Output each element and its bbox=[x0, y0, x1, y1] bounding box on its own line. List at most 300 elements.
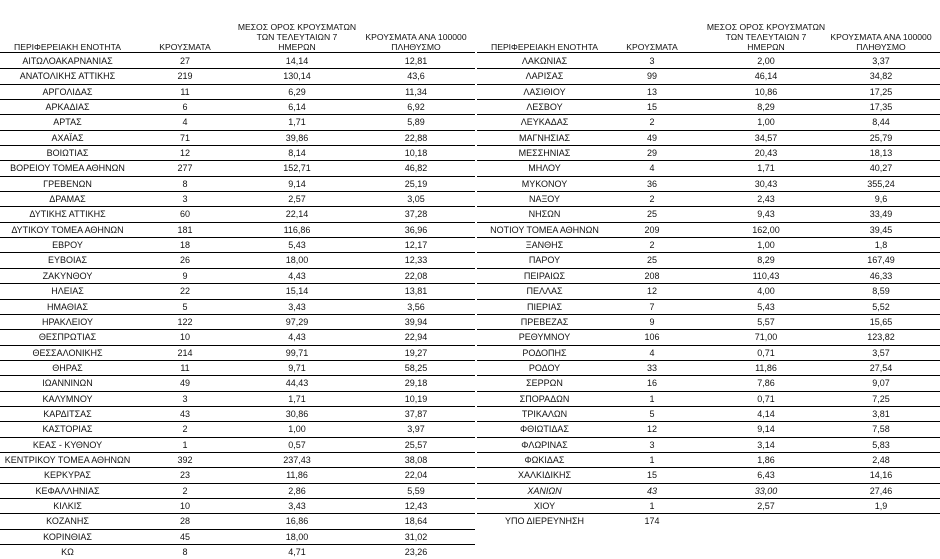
per100k-cell: 39,45 bbox=[869, 224, 893, 235]
per100k-cell: 17,35 bbox=[869, 102, 893, 113]
table-row bbox=[0, 391, 475, 406]
region-cell: ΖΑΚΥΝΘΟΥ bbox=[42, 270, 93, 281]
table-row bbox=[0, 237, 475, 252]
region-cell: ΜΥΚΟΝΟΥ bbox=[521, 178, 568, 189]
cases-cell: 9 bbox=[649, 316, 655, 327]
avg-cell: 2,57 bbox=[288, 194, 306, 205]
region-cell: ΡΟΔΟΥ bbox=[528, 362, 561, 373]
table-row bbox=[477, 375, 940, 390]
per100k-cell: 5,89 bbox=[407, 117, 425, 128]
table-row bbox=[0, 84, 475, 99]
region-cell: ΚΙΛΚΙΣ bbox=[53, 500, 82, 511]
header-cases: ΚΡΟΥΣΜΑΤΑ bbox=[159, 42, 211, 52]
region-cell: ΘΕΣΠΡΩΤΙΑΣ bbox=[38, 332, 97, 343]
cases-cell: 214 bbox=[177, 347, 193, 358]
region-cell: ΝΟΤΙΟΥ ΤΟΜΕΑ ΑΘΗΝΩΝ bbox=[490, 224, 599, 235]
avg-cell: 3,14 bbox=[757, 439, 775, 450]
per100k-cell: 123,82 bbox=[867, 332, 895, 343]
cases-cell: 219 bbox=[177, 71, 193, 82]
avg-cell: 110,43 bbox=[752, 270, 780, 281]
cases-cell: 33 bbox=[646, 362, 657, 373]
cases-cell: 8 bbox=[182, 547, 188, 557]
table-row bbox=[0, 160, 475, 175]
cases-cell: 3 bbox=[649, 56, 655, 66]
region-cell: ΦΘΙΩΤΙΔΑΣ bbox=[520, 424, 569, 435]
table-row bbox=[0, 176, 475, 191]
region-cell: ΛΕΥΚΑΔΑΣ bbox=[520, 117, 569, 128]
cases-cell: 5 bbox=[182, 301, 188, 312]
table-row bbox=[477, 84, 940, 99]
table-row bbox=[477, 176, 940, 191]
region-cell: ΕΒΡΟΥ bbox=[52, 240, 83, 251]
avg-cell: 0,71 bbox=[757, 347, 775, 358]
avg-cell: 39,86 bbox=[285, 132, 309, 143]
per100k-cell: 15,65 bbox=[869, 316, 893, 327]
region-cell: ΧΙΟΥ bbox=[533, 500, 556, 511]
region-cell: ΛΑΣΙΘΙΟΥ bbox=[523, 86, 566, 97]
per100k-cell: 12,81 bbox=[404, 56, 428, 66]
table-row bbox=[477, 99, 940, 114]
avg-cell: 14,14 bbox=[285, 56, 309, 66]
avg-cell: 15,14 bbox=[285, 286, 309, 297]
cases-cell: 7 bbox=[649, 301, 655, 312]
cases-cell: 5 bbox=[649, 408, 655, 419]
region-cell: ΠΙΕΡΙΑΣ bbox=[526, 301, 563, 312]
per100k-cell: 5,59 bbox=[407, 485, 425, 496]
table-row bbox=[477, 130, 940, 145]
avg-cell: 1,86 bbox=[757, 454, 775, 465]
table-row bbox=[0, 114, 475, 129]
per100k-cell: 167,49 bbox=[867, 255, 895, 266]
table-row bbox=[0, 222, 475, 237]
per100k-cell: 43,6 bbox=[407, 71, 425, 82]
region-cell: ΥΠΟ ΔΙΕΡΕΥΝΗΣΗ bbox=[504, 516, 585, 527]
avg-cell: 3,43 bbox=[288, 500, 306, 511]
cases-cell: 122 bbox=[177, 316, 193, 327]
avg-cell: 4,43 bbox=[288, 332, 306, 343]
avg-cell: 1,71 bbox=[757, 163, 775, 174]
cases-cell: 22 bbox=[179, 286, 190, 297]
region-cell: ΛΕΣΒΟΥ bbox=[526, 102, 563, 113]
avg-cell: 0,57 bbox=[288, 439, 306, 450]
per100k-cell: 5,52 bbox=[872, 301, 890, 312]
cases-cell: 4 bbox=[649, 163, 655, 174]
per100k-cell: 3,57 bbox=[872, 347, 890, 358]
per100k-cell: 1,9 bbox=[874, 500, 888, 511]
region-cell: ΒΟΙΩΤΙΑΣ bbox=[46, 148, 89, 159]
region-cell: ΒΟΡΕΙΟΥ ΤΟΜΕΑ ΑΘΗΝΩΝ bbox=[10, 163, 125, 174]
region-cell: ΑΝΑΤΟΛΙΚΗΣ ΑΤΤΙΚΗΣ bbox=[19, 71, 116, 82]
per100k-cell: 3,97 bbox=[407, 424, 425, 435]
per100k-cell: 12,17 bbox=[404, 240, 428, 251]
per100k-cell: 46,33 bbox=[869, 270, 893, 281]
table-row bbox=[477, 68, 940, 83]
avg-cell: 3,43 bbox=[288, 301, 306, 312]
cases-cell: 12 bbox=[646, 424, 657, 435]
cases-cell: 1 bbox=[649, 393, 655, 404]
cases-cell: 9 bbox=[182, 270, 188, 281]
avg-cell: 4,71 bbox=[288, 547, 306, 557]
cases-cell: 15 bbox=[646, 470, 657, 481]
cases-cell: 2 bbox=[649, 240, 655, 251]
avg-cell: 22,14 bbox=[285, 209, 309, 220]
table-row bbox=[477, 237, 940, 252]
cases-cell: 3 bbox=[182, 194, 188, 205]
table-row bbox=[477, 145, 940, 160]
table-row bbox=[0, 99, 475, 114]
cases-cell: 13 bbox=[646, 86, 657, 97]
region-cell: ΛΑΡΙΣΑΣ bbox=[525, 71, 564, 82]
cases-cell: 174 bbox=[644, 516, 660, 527]
avg-cell: 46,14 bbox=[754, 71, 778, 82]
region-cell: ΡΕΘΥΜΝΟΥ bbox=[518, 332, 571, 343]
per100k-cell: 46,82 bbox=[404, 163, 428, 174]
region-cell: ΝΗΣΩΝ bbox=[528, 209, 561, 220]
avg-cell: 34,57 bbox=[754, 132, 778, 143]
region-cell: ΑΡΤΑΣ bbox=[53, 117, 82, 128]
table-row bbox=[477, 222, 940, 237]
table-row bbox=[0, 54, 475, 68]
per100k-cell: 1,8 bbox=[874, 240, 888, 251]
header-per100k: ΚΡΟΥΣΜΑΤΑ ΑΝΑ 100000 ΠΛΗΘΥΣΜΟ bbox=[830, 32, 932, 52]
table-row bbox=[0, 299, 475, 314]
avg-cell: 9,14 bbox=[288, 178, 306, 189]
per100k-cell: 14,16 bbox=[869, 470, 893, 481]
cases-cell: 12 bbox=[646, 286, 657, 297]
avg-cell: 44,43 bbox=[285, 378, 309, 389]
table-row bbox=[477, 498, 940, 513]
cases-cell: 11 bbox=[180, 362, 190, 373]
region-cell: ΞΑΝΘΗΣ bbox=[525, 240, 564, 251]
header-rule bbox=[477, 52, 940, 53]
cases-cell: 15 bbox=[646, 102, 657, 113]
header-cases: ΚΡΟΥΣΜΑΤΑ bbox=[626, 42, 678, 52]
header-rule bbox=[0, 52, 475, 53]
region-cell: ΣΕΡΡΩΝ bbox=[526, 378, 563, 389]
avg-cell: 1,00 bbox=[288, 424, 306, 435]
avg-cell: 4,00 bbox=[757, 286, 775, 297]
avg-cell: 18,00 bbox=[285, 255, 309, 266]
table-row bbox=[477, 513, 940, 528]
per100k-cell: 6,92 bbox=[407, 102, 425, 113]
cases-cell: 26 bbox=[179, 255, 190, 266]
avg-cell: 9,43 bbox=[757, 209, 775, 220]
header-region: ΠΕΡΙΦΕΡΕΙΑΚΗ ΕΝΟΤΗΤΑ bbox=[491, 42, 598, 52]
per100k-cell: 9,6 bbox=[874, 194, 888, 205]
region-cell: ΚΟΡΙΝΘΙΑΣ bbox=[43, 531, 92, 542]
cases-cell: 43 bbox=[646, 485, 657, 496]
region-cell: ΘΗΡΑΣ bbox=[52, 362, 83, 373]
avg-cell: 8,14 bbox=[288, 148, 306, 159]
region-cell: ΗΜΑΘΙΑΣ bbox=[47, 301, 88, 312]
avg-cell: 8,29 bbox=[757, 102, 775, 113]
per100k-cell: 17,25 bbox=[869, 86, 893, 97]
region-cell: ΗΛΕΙΑΣ bbox=[51, 286, 84, 297]
avg-cell: 5,43 bbox=[288, 240, 306, 251]
per100k-cell: 3,81 bbox=[872, 408, 890, 419]
region-cell: ΑΙΤΩΛΟΑΚΑΡΝΑΝΙΑΣ bbox=[22, 56, 113, 66]
per100k-cell: 29,18 bbox=[404, 378, 428, 389]
table-row bbox=[0, 206, 475, 221]
cases-cell: 8 bbox=[182, 178, 188, 189]
table-row bbox=[477, 54, 940, 68]
region-cell: ΕΥΒΟΙΑΣ bbox=[47, 255, 88, 266]
avg-cell: 5,57 bbox=[757, 316, 775, 327]
avg-cell: 9,14 bbox=[757, 424, 775, 435]
region-cell: ΓΡΕΒΕΝΩΝ bbox=[43, 178, 92, 189]
cases-cell: 11 bbox=[180, 86, 190, 97]
table-row bbox=[477, 467, 940, 482]
cases-cell: 1 bbox=[649, 454, 655, 465]
table-row bbox=[0, 252, 475, 267]
table-row bbox=[477, 360, 940, 375]
avg-cell: 20,43 bbox=[754, 148, 778, 159]
avg-cell: 11,86 bbox=[286, 470, 308, 481]
cases-cell: 36 bbox=[646, 178, 657, 189]
per100k-cell: 22,88 bbox=[404, 132, 428, 143]
per100k-cell: 38,08 bbox=[404, 454, 428, 465]
table-row bbox=[477, 191, 940, 206]
region-cell: ΝΑΞΟΥ bbox=[528, 194, 561, 205]
left-rows bbox=[0, 54, 475, 559]
per100k-cell: 9,07 bbox=[872, 378, 890, 389]
region-cell: ΜΕΣΣΗΝΙΑΣ bbox=[518, 148, 571, 159]
right-rows bbox=[477, 54, 940, 529]
per100k-cell: 11,34 bbox=[405, 86, 427, 97]
region-cell: ΔΡΑΜΑΣ bbox=[49, 194, 86, 205]
table-row bbox=[0, 437, 475, 452]
avg-cell: 71,00 bbox=[754, 332, 778, 343]
avg-cell: 130,14 bbox=[283, 71, 311, 82]
region-cell: ΚΕΦΑΛΛΗΝΙΑΣ bbox=[35, 485, 100, 496]
region-cell: ΘΕΣΣΑΛΟΝΙΚΗΣ bbox=[32, 347, 103, 358]
cases-cell: 99 bbox=[646, 71, 657, 82]
region-cell: ΜΗΛΟΥ bbox=[528, 163, 561, 174]
cases-cell: 10 bbox=[179, 500, 190, 511]
table-row bbox=[0, 345, 475, 360]
avg-cell: 4,14 bbox=[757, 408, 775, 419]
per100k-cell: 33,49 bbox=[869, 209, 893, 220]
per100k-cell: 39,94 bbox=[404, 316, 428, 327]
cases-cell: 2 bbox=[649, 194, 655, 205]
per100k-cell: 40,27 bbox=[869, 163, 893, 174]
avg-cell: 6,29 bbox=[288, 86, 306, 97]
table-row bbox=[0, 145, 475, 160]
table-row bbox=[0, 329, 475, 344]
table-row bbox=[477, 421, 940, 436]
avg-cell: 6,14 bbox=[288, 102, 306, 113]
cases-cell: 23 bbox=[179, 470, 190, 481]
cases-cell: 392 bbox=[177, 454, 193, 465]
avg-cell: 99,71 bbox=[285, 347, 309, 358]
cases-cell: 4 bbox=[649, 347, 655, 358]
avg-cell: 10,86 bbox=[754, 86, 778, 97]
table-row bbox=[477, 437, 940, 452]
avg-cell: 18,00 bbox=[285, 531, 309, 542]
region-cell: ΔΥΤΙΚΟΥ ΤΟΜΕΑ ΑΘΗΝΩΝ bbox=[11, 224, 124, 235]
table-row bbox=[0, 360, 475, 375]
per100k-cell: 8,44 bbox=[872, 117, 890, 128]
per100k-cell: 22,04 bbox=[404, 470, 428, 481]
region-cell: ΤΡΙΚΑΛΩΝ bbox=[521, 408, 568, 419]
cases-cell: 1 bbox=[649, 500, 655, 511]
per100k-cell: 355,24 bbox=[867, 178, 895, 189]
region-cell: ΔΥΤΙΚΗΣ ΑΤΤΙΚΗΣ bbox=[29, 209, 106, 220]
region-cell: ΑΧΑΪΑΣ bbox=[51, 132, 84, 143]
table-row bbox=[0, 130, 475, 145]
avg-cell: 116,86 bbox=[283, 224, 311, 235]
avg-cell: 5,43 bbox=[757, 301, 775, 312]
avg-cell: 1,00 bbox=[757, 117, 775, 128]
table-row bbox=[477, 483, 940, 498]
header-region: ΠΕΡΙΦΕΡΕΙΑΚΗ ΕΝΟΤΗΤΑ bbox=[14, 42, 121, 52]
avg-cell: 30,86 bbox=[285, 408, 309, 419]
cases-cell: 181 bbox=[177, 224, 193, 235]
avg-cell: 2,57 bbox=[757, 500, 775, 511]
per100k-cell: 22,94 bbox=[404, 332, 428, 343]
per100k-cell: 12,33 bbox=[404, 255, 428, 266]
region-cell: ΠΕΙΡΑΙΩΣ bbox=[523, 270, 566, 281]
table-row bbox=[477, 268, 940, 283]
region-cell: ΜΑΓΝΗΣΙΑΣ bbox=[518, 132, 571, 143]
header-per100k: ΚΡΟΥΣΜΑΤΑ ΑΝΑ 100000 ΠΛΗΘΥΣΜΟ bbox=[365, 32, 467, 52]
per100k-cell: 8,59 bbox=[872, 286, 890, 297]
cases-cell: 2 bbox=[649, 117, 655, 128]
region-cell: ΧΑΛΚΙΔΙΚΗΣ bbox=[517, 470, 572, 481]
cases-cell: 208 bbox=[644, 270, 660, 281]
cases-cell: 71 bbox=[179, 132, 190, 143]
table-row bbox=[477, 206, 940, 221]
cases-cell: 45 bbox=[179, 531, 190, 542]
table-row bbox=[0, 268, 475, 283]
cases-cell: 25 bbox=[646, 255, 657, 266]
per100k-cell: 25,79 bbox=[869, 132, 893, 143]
cases-cell: 43 bbox=[179, 408, 190, 419]
cases-cell: 29 bbox=[646, 148, 657, 159]
table-row bbox=[0, 513, 475, 528]
header-avg: ΜΕΣΟΣ ΟΡΟΣ ΚΡΟΥΣΜΑΤΩΝ ΤΩΝ ΤΕΛΕΥΤΑΙΩΝ 7 ΗΜΕΡΩΝ bbox=[706, 22, 826, 52]
cases-cell: 1 bbox=[182, 439, 188, 450]
region-cell: ΑΡΓΟΛΙΔΑΣ bbox=[42, 86, 93, 97]
per100k-cell: 36,96 bbox=[404, 224, 428, 235]
per100k-cell: 10,18 bbox=[404, 148, 428, 159]
avg-cell: 7,86 bbox=[757, 378, 775, 389]
avg-cell: 6,43 bbox=[757, 470, 775, 481]
per100k-cell: 22,08 bbox=[404, 270, 428, 281]
per100k-cell: 27,54 bbox=[869, 362, 893, 373]
per100k-cell: 27,46 bbox=[869, 485, 893, 496]
table-row bbox=[0, 544, 475, 559]
avg-cell: 8,29 bbox=[757, 255, 775, 266]
cases-cell: 10 bbox=[179, 332, 190, 343]
cases-cell: 25 bbox=[646, 209, 657, 220]
table-row bbox=[477, 114, 940, 129]
cases-cell: 209 bbox=[644, 224, 660, 235]
per100k-cell: 34,82 bbox=[869, 71, 893, 82]
avg-cell: 237,43 bbox=[283, 454, 311, 465]
per100k-cell: 37,28 bbox=[404, 209, 428, 220]
table-row bbox=[0, 452, 475, 467]
per100k-cell: 2,48 bbox=[872, 454, 890, 465]
table-row bbox=[0, 375, 475, 390]
per100k-cell: 13,81 bbox=[404, 286, 428, 297]
table-row bbox=[477, 391, 940, 406]
avg-cell: 11,86 bbox=[755, 362, 777, 373]
per100k-cell: 3,05 bbox=[407, 194, 425, 205]
table-row bbox=[477, 329, 940, 344]
per100k-cell: 12,43 bbox=[404, 500, 428, 511]
avg-cell: 2,86 bbox=[288, 485, 306, 496]
region-cell: ΦΩΚΙΔΑΣ bbox=[524, 454, 565, 465]
per100k-cell: 7,25 bbox=[872, 393, 890, 404]
cases-cell: 2 bbox=[182, 485, 188, 496]
table-row bbox=[477, 452, 940, 467]
table-row bbox=[477, 345, 940, 360]
per100k-cell: 25,19 bbox=[404, 178, 428, 189]
avg-cell: 152,71 bbox=[283, 163, 311, 174]
cases-cell: 106 bbox=[644, 332, 660, 343]
region-cell: ΚΑΡΔΙΤΣΑΣ bbox=[43, 408, 92, 419]
cases-cell: 4 bbox=[182, 117, 188, 128]
region-cell: ΚΕΡΚΥΡΑΣ bbox=[44, 470, 91, 481]
avg-cell: 16,86 bbox=[285, 516, 309, 527]
region-cell: ΚΕΝΤΡΙΚΟΥ ΤΟΜΕΑ ΑΘΗΝΩΝ bbox=[4, 454, 131, 465]
per100k-cell: 23,26 bbox=[404, 547, 428, 557]
avg-cell: 162,00 bbox=[752, 224, 780, 235]
avg-cell: 33,00 bbox=[754, 485, 778, 496]
cases-cell: 3 bbox=[182, 393, 188, 404]
cases-cell: 16 bbox=[646, 378, 657, 389]
header-avg: ΜΕΣΟΣ ΟΡΟΣ ΚΡΟΥΣΜΑΤΩΝ ΤΩΝ ΤΕΛΕΥΤΑΙΩΝ 7 ΗΜΕΡΩΝ bbox=[237, 22, 357, 52]
region-cell: ΑΡΚΑΔΙΑΣ bbox=[45, 102, 90, 113]
per100k-cell: 3,37 bbox=[872, 56, 890, 66]
avg-cell: 97,29 bbox=[285, 316, 309, 327]
cases-cell: 277 bbox=[177, 163, 193, 174]
avg-cell: 2,43 bbox=[757, 194, 775, 205]
per100k-cell: 3,56 bbox=[407, 301, 425, 312]
table-row bbox=[477, 406, 940, 421]
region-cell: ΠΑΡΟΥ bbox=[528, 255, 561, 266]
avg-cell: 0,71 bbox=[757, 393, 775, 404]
table-row bbox=[0, 68, 475, 83]
table-row bbox=[477, 252, 940, 267]
region-cell: ΦΛΩΡΙΝΑΣ bbox=[521, 439, 568, 450]
table-row bbox=[0, 283, 475, 298]
region-cell: ΡΟΔΟΠΗΣ bbox=[522, 347, 567, 358]
avg-cell: 9,71 bbox=[288, 362, 306, 373]
region-cell: ΚΑΛΥΜΝΟΥ bbox=[42, 393, 93, 404]
table-row bbox=[477, 283, 940, 298]
table-row bbox=[0, 191, 475, 206]
avg-cell: 1,71 bbox=[288, 393, 306, 404]
avg-cell: 2,00 bbox=[757, 56, 775, 66]
table-row bbox=[0, 406, 475, 421]
per100k-cell: 7,58 bbox=[872, 424, 890, 435]
cases-cell: 49 bbox=[646, 132, 657, 143]
cases-cell: 2 bbox=[182, 424, 188, 435]
region-cell: ΧΑΝΙΩΝ bbox=[527, 485, 562, 496]
table-row bbox=[0, 314, 475, 329]
table-row bbox=[0, 498, 475, 513]
cases-cell: 60 bbox=[179, 209, 190, 220]
region-cell: ΚΟΖΑΝΗΣ bbox=[46, 516, 89, 527]
per100k-cell: 31,02 bbox=[404, 531, 428, 542]
table-row bbox=[0, 467, 475, 482]
per100k-cell: 19,27 bbox=[404, 347, 428, 358]
cases-cell: 28 bbox=[179, 516, 190, 527]
avg-cell: 1,71 bbox=[288, 117, 306, 128]
cases-cell: 27 bbox=[179, 56, 190, 66]
